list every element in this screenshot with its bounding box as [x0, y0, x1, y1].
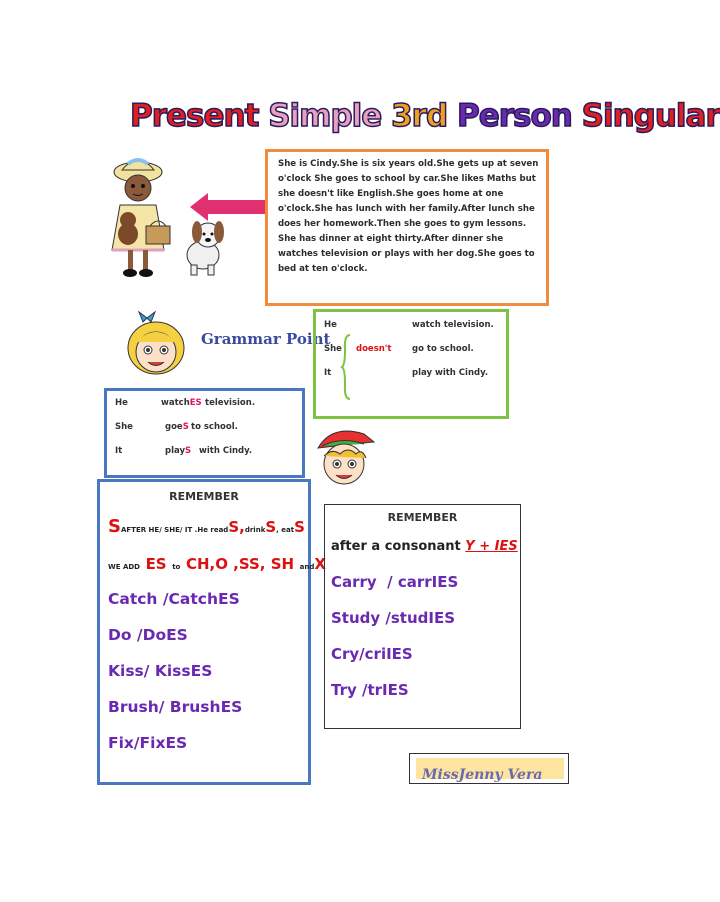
example-study: Study /studIES — [331, 609, 456, 627]
remember-left-heading: REMEMBER — [169, 490, 239, 503]
girl-face-illustration — [117, 312, 195, 378]
title-word-person: Person — [456, 98, 572, 134]
title-word-singular: Singular — [581, 98, 720, 134]
arrow-left-icon — [190, 193, 268, 221]
pos-verb-plays: playS — [165, 446, 192, 456]
pos-subject-she: She — [115, 422, 133, 432]
pos-rest-school: to school. — [191, 422, 238, 432]
pos-verb-watches: watchES — [161, 398, 202, 408]
story-box — [265, 149, 549, 306]
remember-right-box — [324, 504, 521, 729]
positive-table — [104, 388, 305, 478]
example-kiss: Kiss/ KissES — [108, 662, 213, 680]
example-fix: Fix/FixES — [108, 734, 188, 752]
remember-right-heading: REMEMBER — [387, 511, 458, 524]
author-name: MissJenny Vera — [422, 767, 543, 783]
title-word-simple: Simple — [268, 98, 382, 134]
neg-verb-go: go to school. — [412, 344, 474, 354]
page-title — [130, 98, 720, 146]
author-box — [409, 753, 569, 784]
example-cry: Cry/criIES — [331, 645, 413, 663]
rule-add-es: WE ADD ES to CH,O ,SS, SH andX — [108, 555, 326, 573]
boy-face-illustration — [312, 422, 378, 492]
example-carry: Carry / carrIES — [331, 573, 459, 591]
example-catch: Catch /CatchES — [108, 590, 240, 608]
grammar-point-label: Grammar Point — [201, 330, 331, 348]
neg-subject-he: He — [324, 320, 337, 330]
neg-verb-watch: watch television. — [412, 320, 494, 330]
rule-s-after: SAFTER HE/ SHE/ IT .He readS,drinkS, eatS — [108, 516, 305, 537]
pos-subject-he: He — [115, 398, 128, 408]
example-do: Do /DoES — [108, 626, 188, 644]
brace-icon — [342, 334, 352, 400]
neg-subject-she: She — [324, 344, 342, 354]
pos-rest-cindy: with Cindy. — [199, 446, 253, 456]
pos-subject-it: It — [115, 446, 123, 456]
neg-verb-play: play with Cindy. — [412, 368, 489, 378]
example-brush: Brush/ BrushES — [108, 698, 243, 716]
title-word-present: Present — [130, 98, 259, 134]
story-text: She is Cindy.She is six years old.She gets up at seven o'clock She goes to school by car.She likes Maths but she doesn't like English.She goes home at one o'clock.She has lunch with her family.After lunch she does her homework.Then she goes to gym lessons. She has dinner at eight thirty.After dinner she watches television or plays with her dog.She goes to bed at ten o'clock. — [278, 159, 539, 274]
neg-aux: doesn't — [356, 344, 392, 354]
title-word-3rd: 3rd — [391, 98, 448, 134]
neg-subject-it: It — [324, 368, 332, 378]
negative-table — [313, 309, 509, 419]
pos-verb-goes: goeS — [165, 422, 189, 432]
remember-left-box — [97, 479, 326, 785]
rule-consonant-y: after a consonant Y + IES — [331, 539, 518, 554]
pos-rest-television: television. — [205, 398, 256, 408]
example-try: Try /trIES — [331, 681, 409, 699]
